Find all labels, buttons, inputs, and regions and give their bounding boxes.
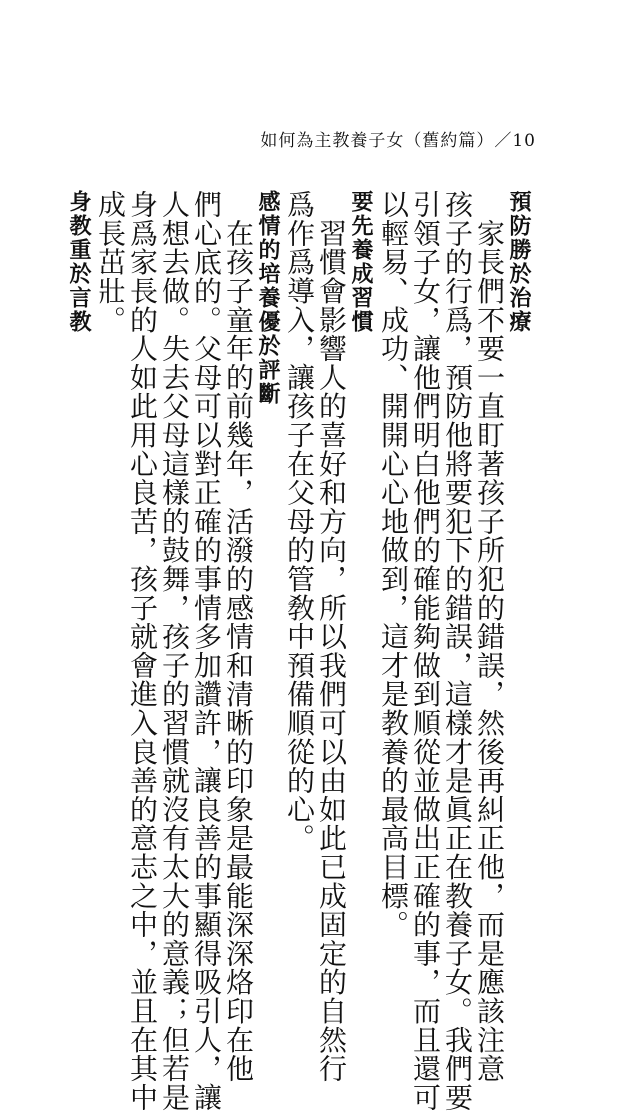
text-column: 家長們不要一直盯著孩子所犯的錯誤，然後再糾正他，而是應該注意	[473, 190, 506, 1083]
section-heading: 預防勝於治療	[506, 190, 532, 334]
section-heading: 身教重於言教	[66, 190, 92, 334]
text-column: 習慣會影響人的喜好和方向，所以我們可以由如此已成固定的自然行	[315, 190, 348, 1083]
text-column: 在孩子童年的前幾年，活潑的感情和清晰的印象是最能深深烙印在他	[222, 190, 255, 1083]
text-column: 成長茁壯。	[94, 190, 127, 334]
section-heading: 感情的培養優於評斷	[255, 190, 281, 406]
section-heading: 要先養成習慣	[348, 190, 374, 334]
text-column: 以輕易、成功、開開心心地做到，這才是教養的最高目標。	[377, 190, 410, 939]
text-column: 孩子的行爲，預防他將要犯下的錯誤，這樣才是眞正在教養子女。我們要	[441, 190, 474, 1112]
text-column: 爲作爲導入，讓孩子在父母的管敎中預備順從的心。	[283, 190, 316, 853]
text-column: 們心底的。父母可以對正確的事情多加讚許，讓良善的事顯得吸引人，讓	[190, 190, 223, 1112]
text-column: 引領子女，讓他們明白他們的確能夠做到順從並做出正確的事，而且還可	[409, 190, 442, 1112]
text-column: 人想去做。失去父母這樣的鼓舞，孩子的習慣就沒有太大的意義；但若是	[158, 190, 191, 1112]
running-header: 如何為主教養子女（舊約篇）／10	[260, 131, 536, 151]
text-column: 身爲家長的人如此用心良苦，孩子就會進入良善的意志之中，並且在其中	[126, 190, 159, 1112]
